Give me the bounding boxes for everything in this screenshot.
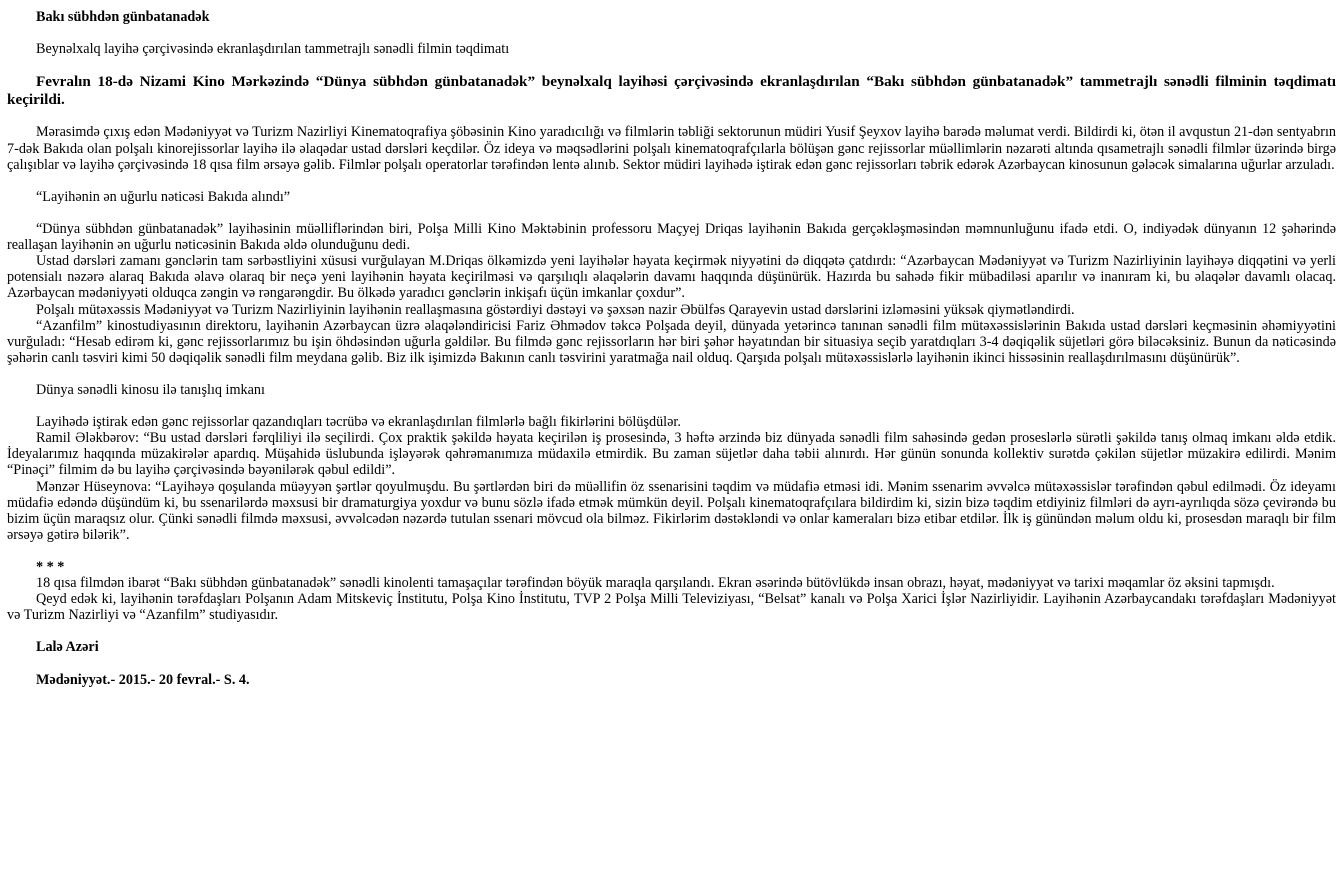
article-source: Mədəniyyət.- 2015.- 20 fevral.- S. 4.: [36, 671, 250, 688]
paragraph: Mənzər Hüseynova: “Layihəyə qoşulanda müəyyən şərtlər qoyulmuşdu. Bu şərtlərdən biri də müəllifin öz ssenarisini təqdim və müdafiə etməsi idi. Mənim ssenarim əvvəlcə mütəxəssislər tərəfindən qəbul edilmədi. Öz ideyamı müdafiə edəndə düşündüm ki, bu ssenarilərdə məxsusi bir dramaturgiya yoxdur və bunu sözlə ifadə etmək mümkün deyil. Polşalı kinematoqrafçılara bildirdim ki, sizin bizə təqdim etdiyiniz filmləri də ayrı-ayrılıqda sözə çevirəndə bu bizim üçün maraqsız olur. Çünki sənədli filmdə məxsusi, əvvəlcədən nəzərdə tutulan ssenari mövcud ola bilməz. Fikirlərim dəstəkləndi və onlar kameraları bizə etibar etdilər. İlk iş günündən məlum oldu ki, prosesdən maraqlı bir film ərsəyə gətirə bilərik”.: [7, 478, 1336, 543]
paragraph: Ustad dərsləri zamanı gənclərin tam sərbəstliyini xüsusi vurğulayan M.Driqas ölkəmizdə yeni layihələr həyata keçirmək niyyətini də diqqətə çatdırdı: “Azərbaycan Mədəniyyət və Turizm Nazirliyinin layihəyə diqqətini və yerli potensialı nəzərə alaraq Bakıda əlavə olaraq bir neçə yeni layihənin həyata keçirilməsi və qarşılıqlı əlaqələrin davamı haqqında düşünürük. Hazırda bu sahədə fikir mübadiləsi aparılır və inanıram ki, bu əlaqələr davamlı olacaq. Azərbaycan mədəniyyəti olduqca zəngin və rəngarəngdir. Bu ölkədə yaradıcı gənclərin inkişafı üçün imkanlar çoxdur”.: [7, 253, 1336, 302]
article-subtitle: Beynəlxalq layihə çərçivəsində ekranlaşdırılan tammetrajlı sənədli filmin təqdimatı: [36, 41, 510, 58]
paragraph: Ramil Ələkbərov: “Bu ustad dərsləri fərqliliyi ilə seçilirdi. Çox praktik şəkildə həyata keçirilən iş prosesində, 3 həftə ərzində biz dünyada sənədli film sahəsində gedən proseslərlə sürətli şəkildə tanış olmaq imkanı əldə etdik. İdeyalarımız haqqında müzakirələr apardıq. Müşahidə üslubunda işləyərək qəhrəmanımıza müdaxilə etmirdik. Bu zaman süjetlər daha təbii alınırdı. Hər günün sonunda kollektiv surətdə çəkilən süjetlər müzakirə edilirdi. Mənim “Pinəçi” filmim də bu layihə çərçivəsində bəyənilərək qəbul edildi”.: [7, 430, 1336, 479]
paragraph: Layihədə iştirak edən gənc rejissorlar qazandıqları təcrübə və ekranlaşdırılan filmlərlə bağlı fikirlərini bölüşdülər.: [36, 414, 681, 431]
section-heading: “Layihənin ən uğurlu nəticəsi Bakıda alındı”: [36, 188, 291, 205]
paragraph: Mərasimdə çıxış edən Mədəniyyət və Turizm Nazirliyi Kinematoqrafiya şöbəsinin Kino yaradıcılığı və filmlərin təbliği sektorunun müdiri Yusif Şeyxov layihə barədə məlumat verdi. Bildirdi ki, ötən il avqustun 21-dən sentyabrın 7-dək Bakıda olan polşalı kinorejissorlar layihə ilə əlaqədar ustad dərsləri keçdilər. Öz ideya və məqsədlərini polşalı kinematoqrafçılarla bölüşən gənc rejissorlar müəllimlərin nəzarəti altında qısametrajlı sənədli filmlər üzərində birgə çalışıblar və layihə çərçivəsində 18 qısa film ərsəyə gəlib. Filmlər polşalı operatorlar tərəfindən lentə alınıb. Sektor müdiri layihədə iştirak edən gənc rejissorları təbrik edərək Azərbaycan kinosunun gələcək simalarına uğurlar arzuladı.: [7, 124, 1336, 173]
paragraph: “Azanfilm” kinostudiyasının direktoru, layihənin Azərbaycan üzrə əlaqələndiricisi Fariz Əhmədov təkcə Polşada deyil, dünyada yetərincə tanınan sənədli film mütəxəssislərinin Bakıda ustad dərsləri keçməsinin əhəmiyyətini vurğuladı: “Hesab edirəm ki, gənc rejissorlarımız bu işin öhdəsindən uğurla gəldilər. Bu filmdə gənc rejissorların hər biri şəhər həyatından bir situasiya seçib yaratdıqları 3-4 dəqiqəlik süjetləri görə biləcəksiniz. Bunun da nəticəsində şəhərin canlı təsviri kimi 50 dəqiqəlik sənədli film meydana gəlib. Biz ilk işimizdə Bakının canlı təsvirini yaratmağa nail olduq. Qarşıda polşalı mütəxəssislərlə layihənin ikinci hissəsinin reallaşdırılmasını düşünürük”.: [7, 317, 1336, 366]
paragraph: 18 qısa filmdən ibarət “Bakı sübhdən günbatanadək” sənədli kinolenti tamaşaçılar tərəfindən böyük maraqla qarşılandı. Ekran əsərində bütövlükdə insan obrazı, həyat, mədəniyyət və tarixi məqamlar öz əksini tapmışdı.: [36, 575, 1275, 592]
section-separator: * * *: [36, 559, 65, 575]
paragraph: “Dünya sübhdən günbatanadək” layihəsinin müəlliflərindən biri, Polşa Milli Kino Məktəbinin professoru Maçyej Driqas layihənin Bakıda gerçəkləşməsindən məmnunluğunu ifadə etdi. O, indiyədək dünyanın 12 şəhərində reallaşan layihənin ən uğurlu nəticəsinin Bakıda əldə olunduğunu dedi.: [7, 221, 1336, 254]
article-title: Bakı sübhdən günbatanadək: [36, 9, 210, 25]
paragraph: Qeyd edək ki, layihənin tərəfdaşları Polşanın Adam Mitskeviç İnstitutu, Polşa Kino İnstitutu, TVP 2 Polşa Milli Televiziyası, “Belsat” kanalı və Polşa Xarici İşlər Nazirliyidir. Layihənin Azərbaycandakı tərəfdaşları Mədəniyyət və Turizm Nazirliyi və “Azanfilm” studiyasıdır.: [7, 591, 1336, 624]
paragraph: Polşalı mütəxəssis Mədəniyyət və Turizm Nazirliyinin layihənin reallaşmasına göstərdiyi dəstəyi və şəxsən nazir Əbülfəs Qarayevin ustad dərslərini izləməsini yüksək qiymətləndirdi.: [36, 301, 1075, 318]
section-heading: Dünya sənədli kinosu ilə tanışlıq imkanı: [36, 381, 265, 398]
article-lead: Fevralın 18-də Nizami Kino Mərkəzində “Dünya sübhdən günbatanadək” beynəlxalq layihəsi çərçivəsində ekranlaşdırılan “Bakı sübhdən günbatanadək” tammetrajlı sənədli filminin təqdimatı keçirildi.: [7, 73, 1336, 108]
article-author: Lalə Azəri: [36, 639, 99, 656]
